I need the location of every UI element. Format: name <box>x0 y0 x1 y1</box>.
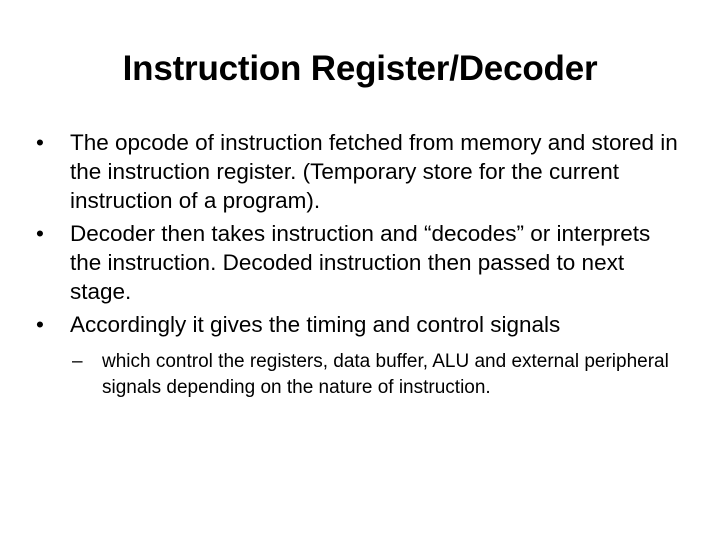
bullet-item <box>36 219 684 306</box>
bullet-item <box>36 310 684 339</box>
bullet-text: Decoder then takes instruction and “decodes” or interprets the instruction. Decoded instruction then passed to next stage. <box>70 221 651 304</box>
bullet-text: The opcode of instruction fetched from memory and stored in the instruction register. (Temporary store for the current instruction of a program). <box>70 130 678 213</box>
sub-bullet-item <box>72 349 684 401</box>
sub-bullet-marker: – <box>72 351 83 372</box>
bullet-item <box>36 128 684 215</box>
slide-title: Instruction Register/Decoder <box>122 49 598 88</box>
bullet-marker: • <box>36 221 44 246</box>
bullet-marker: • <box>36 312 44 337</box>
bullet-list <box>36 128 684 401</box>
bullet-marker: • <box>36 130 44 155</box>
sub-bullet-text: which control the registers, data buffer, ALU and external peripheral signals depending on the nature of instruction. <box>102 351 669 398</box>
bullet-text: Accordingly it gives the timing and control signals <box>70 312 561 337</box>
